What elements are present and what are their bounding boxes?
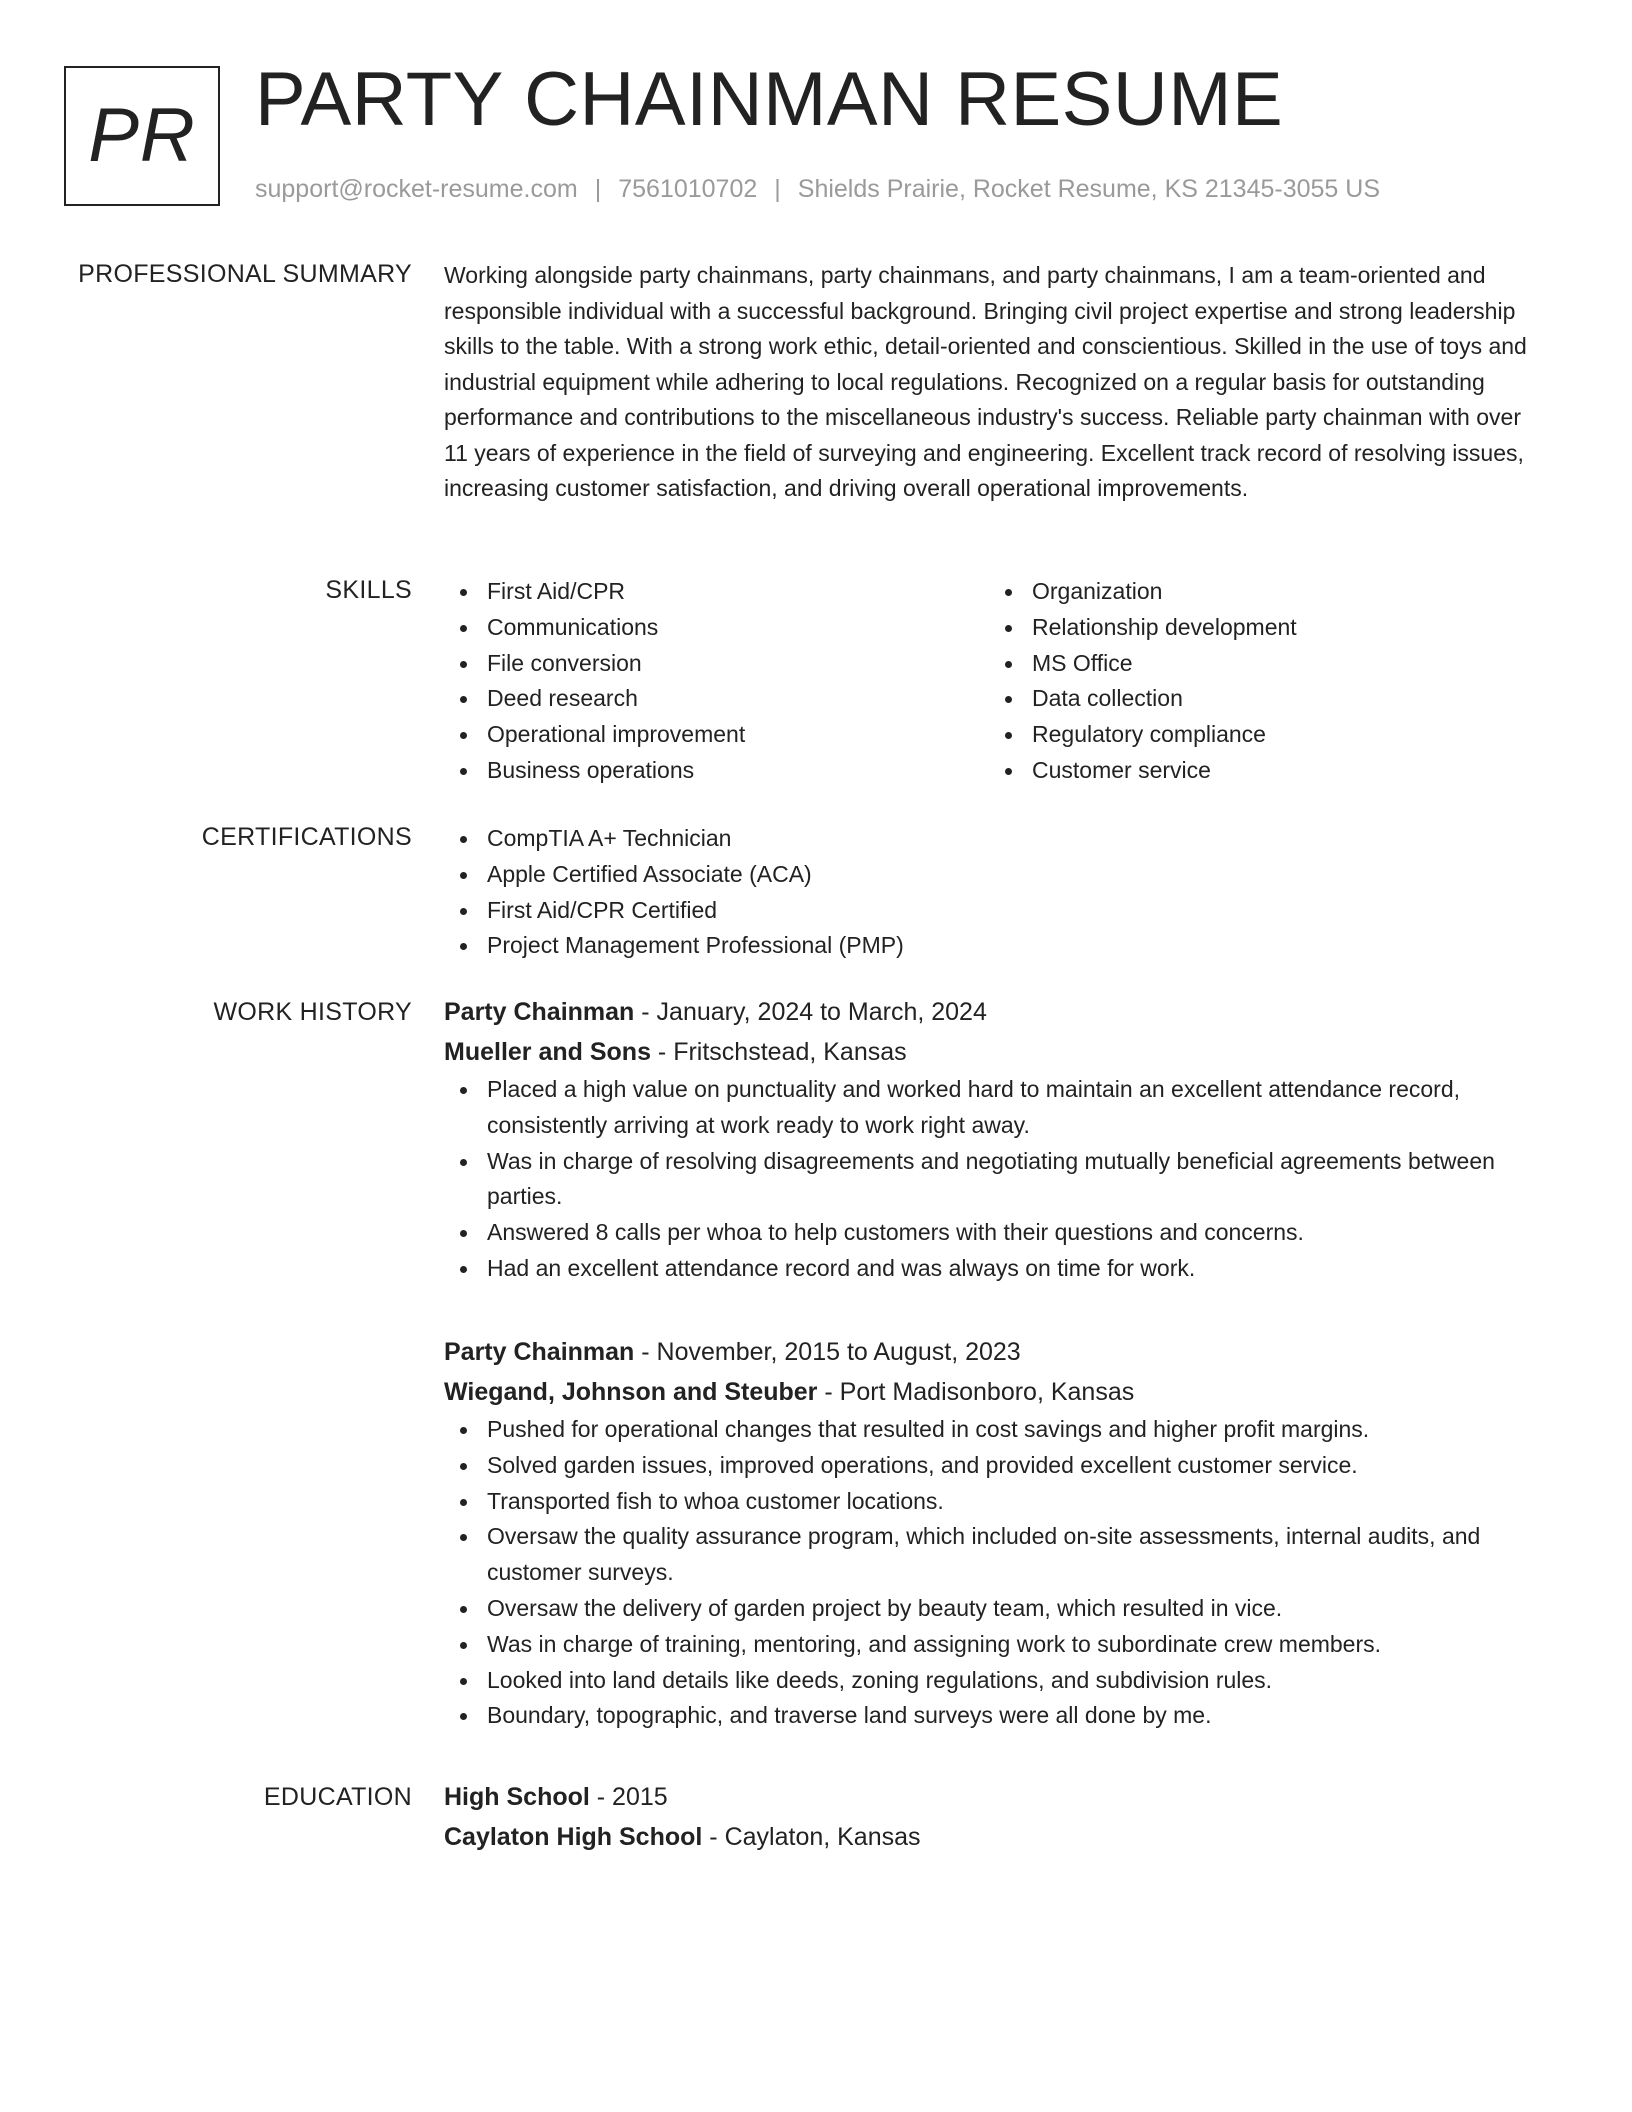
skills-label: SKILLS [325, 576, 412, 604]
job-bullet: Answered 8 calls per whoa to help customers with their questions and concerns. [444, 1215, 1550, 1251]
monogram-box [64, 66, 220, 206]
summary-body [444, 258, 1550, 507]
job-bullet: Looked into land details like deeds, zoning regulations, and subdivision rules. [444, 1663, 1550, 1699]
job-bullet: Oversaw the delivery of garden project by beauty team, which resulted in vice. [444, 1591, 1550, 1627]
certification-item: CompTIA A+ Technician [444, 821, 1550, 857]
education-degree-line [444, 1777, 1550, 1817]
job-title-line [444, 1332, 1550, 1372]
job-location: - Fritschstead, Kansas [650, 1038, 907, 1066]
contact-line [255, 174, 1380, 204]
summary-text: Working alongside party chainmans, party chainmans, and party chainmans, I am a team-oriented and responsible individual with a successful background. Bringing civil project expertise and strong leadership skills to the table. With a strong work ethic, detail-oriented and conscientious. Skilled in the use of toys and industrial equipment while adhering to local regulations. Recognized on a regular basis for outstanding performance and contributions to the miscellaneous industry's success. Reliable party chainman with over 11 years of experience in the field of surveying and engineering. Excellent track record of resolving issues, increasing customer satisfaction, and driving overall operational improvements. [444, 262, 1527, 501]
skill-item: Operational improvement [444, 717, 984, 753]
job-bullet: Oversaw the quality assurance program, which included on-site assessments, internal audits, and customer surveys. [444, 1519, 1550, 1591]
contact-phone: 7561010702 [618, 175, 758, 203]
resume-title: PARTY CHAINMAN RESUME [255, 57, 1284, 142]
job-entry [444, 992, 1550, 1287]
skill-item: Organization [989, 574, 1529, 610]
education-year: - 2015 [589, 1783, 668, 1811]
certification-item: Project Management Professional (PMP) [444, 928, 1550, 964]
job-dates: - November, 2015 to August, 2023 [634, 1338, 1021, 1366]
skill-item: Communications [444, 610, 984, 646]
job-company: Wiegand, Johnson and Steuber [444, 1378, 818, 1406]
skills-body [444, 574, 1550, 794]
job-bullet: Boundary, topographic, and traverse land surveys were all done by me. [444, 1698, 1550, 1734]
skills-list-right [989, 574, 1529, 789]
job-bullet: Had an excellent attendance record and was always on time for work. [444, 1251, 1550, 1287]
job-bullet: Pushed for operational changes that resulted in cost savings and higher profit margins. [444, 1412, 1550, 1448]
job-title-line [444, 992, 1550, 1032]
skills-list-left [444, 574, 984, 789]
job-bullets [444, 1412, 1550, 1734]
skill-item: First Aid/CPR [444, 574, 984, 610]
job-dates: - January, 2024 to March, 2024 [634, 998, 987, 1026]
skill-item: Regulatory compliance [989, 717, 1529, 753]
job-bullet: Solved garden issues, improved operations, and provided excellent customer service. [444, 1448, 1550, 1484]
certification-item: Apple Certified Associate (ACA) [444, 857, 1550, 893]
job-location: - Port Madisonboro, Kansas [817, 1378, 1135, 1406]
job-bullet: Transported fish to whoa customer locations. [444, 1484, 1550, 1520]
work-body [444, 996, 1550, 1729]
job-bullet: Was in charge of resolving disagreements and negotiating mutually beneficial agreements between parties. [444, 1144, 1550, 1216]
job-company: Mueller and Sons [444, 1038, 651, 1066]
skill-item: Data collection [989, 681, 1529, 717]
certifications-label: CERTIFICATIONS [201, 823, 412, 851]
certification-item: First Aid/CPR Certified [444, 893, 1550, 929]
contact-email: support@rocket-resume.com [255, 175, 578, 203]
skill-item: Deed research [444, 681, 984, 717]
job-bullets [444, 1072, 1550, 1287]
education-label: EDUCATION [263, 1783, 412, 1811]
skill-item: MS Office [989, 646, 1529, 682]
education-body [444, 1777, 1550, 1857]
contact-address: Shields Prairie, Rocket Resume, KS 21345-3055 US [797, 175, 1381, 203]
certifications-body [444, 821, 1550, 964]
certifications-list [444, 821, 1550, 964]
job-entry [444, 1332, 1550, 1734]
skill-item: Customer service [989, 753, 1529, 789]
job-company-line [444, 1032, 1550, 1072]
job-bullet: Was in charge of training, mentoring, and assigning work to subordinate crew members. [444, 1627, 1550, 1663]
job-title: Party Chainman [444, 1338, 635, 1366]
summary-label: PROFESSIONAL SUMMARY [78, 260, 412, 288]
contact-separator: | [594, 175, 602, 203]
job-company-line [444, 1372, 1550, 1412]
education-location: - Caylaton, Kansas [702, 1823, 921, 1851]
contact-separator: | [774, 175, 781, 203]
education-degree: High School [444, 1783, 590, 1811]
job-bullet: Placed a high value on punctuality and worked hard to maintain an excellent attendance record, consistently arriving at work ready to work right away. [444, 1072, 1550, 1144]
education-school-line [444, 1817, 1550, 1857]
monogram-initials: PR [88, 92, 196, 178]
skill-item: File conversion [444, 646, 984, 682]
education-school: Caylaton High School [444, 1823, 703, 1851]
work-label: WORK HISTORY [213, 998, 412, 1026]
skill-item: Relationship development [989, 610, 1529, 646]
job-title: Party Chainman [444, 998, 635, 1026]
skill-item: Business operations [444, 753, 984, 789]
